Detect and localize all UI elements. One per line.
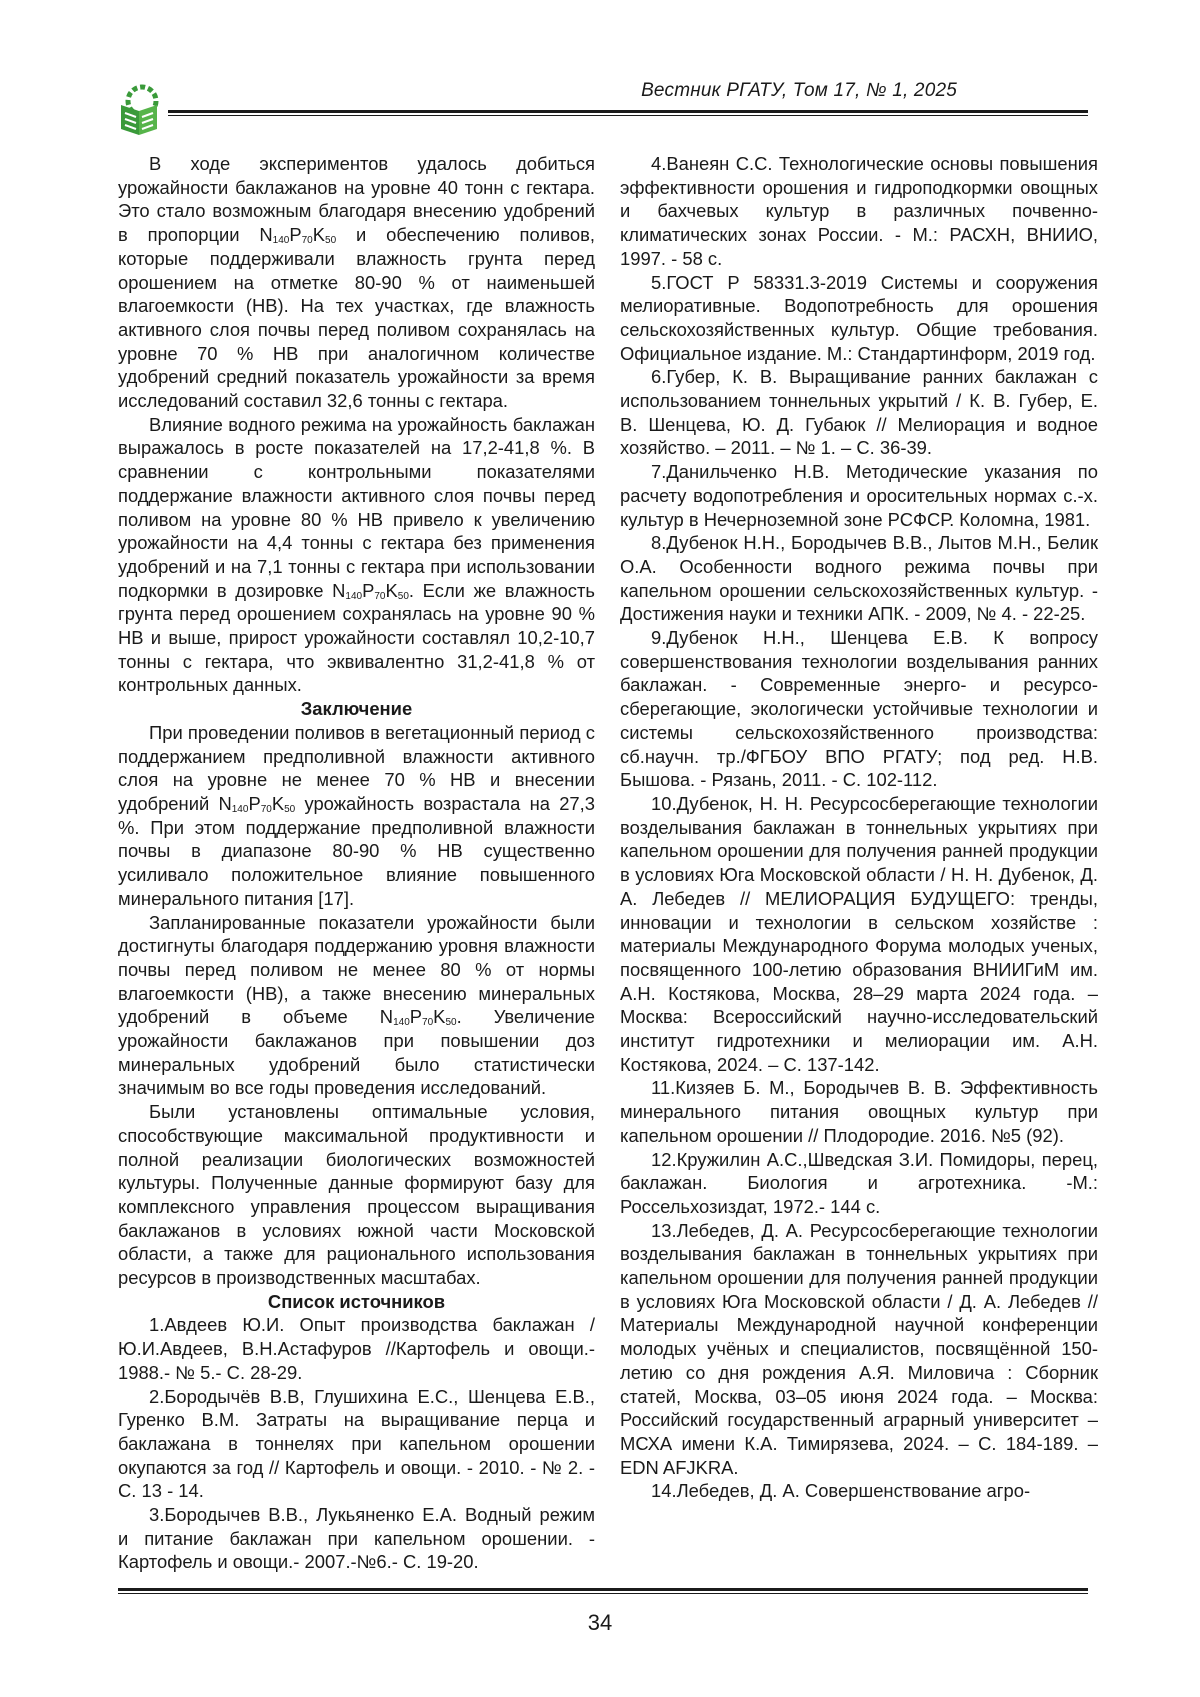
header-rule-thin — [168, 115, 1088, 116]
reference-item: 7.Данильченко Н.В. Методические указания по расчету водопотребления и оросительных нормах с.-х. культур в Нечерноземной зоне РСФСР. Коломна, 1981. — [620, 461, 1098, 530]
header-rule — [168, 110, 1088, 113]
reference-item: 10.Дубенок, Н. Н. Ресурсосберегающие технологии возделывания баклажан в тоннельных укрытиях при капельном орошении для получения ранней продукции в условиях Юга Московской области / Н. Н. Дубенок, Д. А. Лебедев // МЕЛИОРАЦИЯ БУДУЩЕГО: тренды, инновации и технологии в сельском хозяйстве : материалы Международного Форума молодых ученых, посвященного 100-летию образования ВНИИГиМ им. А.Н. Костякова, Москва, 28–29 марта 2024 года. – Москва: Всероссийский научно-исследовательский институт гидротехники и мелиорации им. А.Н. Костякова, 2024. – С. 137-142. — [620, 792, 1098, 1075]
reference-item: 1.Авдеев Ю.И. Опыт производства баклажан / Ю.И.Авдеев, В.Н.Астафуров //Картофель и овощи.- 1988.- № 5.- С. 28-29. — [118, 1314, 595, 1383]
reference-item: 12.Кружилин А.С.,Шведская З.И. Помидоры, перец, баклажан. Биология и агротехника. -М.: Россельхозиздат, 1972.- 144 с. — [620, 1148, 1098, 1217]
reference-item: 14.Лебедев, Д. А. Совершенствование агро- — [651, 1480, 1031, 1502]
paragraph: Влияние водного режима на урожайность баклажан выражалось в росте показателей на 17,2-41,8 %. В сравнении с контрольными показателями поддержание влажности активного слоя почвы перед поливом на уровне 80 % НВ привело к увеличению урожайности на 4,4 тонны с гектара без применения удобрений и на 7,1 тонны с гектара при использовании подкормки в дозировке $N_{140}P_{70}K_{50}$. Если же влажность грунта перед орошением сохранялась на уровне 90 % НВ и выше, прирост урожайности составлял 10,2-10,7 тонны с гектара, что эквивалентно 31,2-41,8 % от контрольных данных. — [118, 413, 595, 696]
paragraph: Запланированные показатели урожайности были достигнуты благодаря поддержанию уровня влажности почвы перед поливом не менее 80 % от нормы влагоемкости (НВ), а также внесению минеральных удобрений в объеме $N_{140}P_{70}K_{50}$. Увеличение урожайности баклажанов при повышении доз минеральных удобрений было статистически значимым во все годы проведения исследований. — [118, 911, 595, 1099]
reference-item: 13.Лебедев, Д. А. Ресурсосберегающие технологии возделывания баклажан в тоннельных укрытиях при капельном орошении для получения ранней продукции в условиях Юга Московской области / Д. А. Лебедев // Материалы Международной научной конференции молодых учёных и специалистов, посвящённой 150-летию со дня рождения А.Я. Миловича : Сборник статей, Москва, 03–05 июня 2024 года. – Москва: Российский государственный аграрный университет – МСХА имени К.А. Тимирязева, 2024. – С. 184-189. – EDN AFJKRA. — [620, 1219, 1098, 1478]
paragraph: Были установлены оптимальные условия, способствующие максимальной продуктивности и полной реализации биологических возможностей культуры. Полученные данные формируют базу для комплексного управления процессом выращивания баклажанов в условиях южной части Московской области, а также для рационального использования ресурсов в производственных масштабах. — [118, 1101, 595, 1289]
footer-rule — [118, 1588, 1088, 1591]
footer-rule-thin — [118, 1593, 1088, 1594]
journal-header: Вестник РГАТУ, Том 17, № 1, 2025 — [641, 80, 957, 101]
right-column — [620, 152, 1098, 1503]
left-column — [118, 152, 595, 1574]
book-gear-logo-icon — [118, 83, 160, 137]
section-heading: Заключение — [300, 698, 413, 720]
paragraph: При проведении поливов в вегетационный период с поддержанием предполивной влажности активного слоя на уровне не менее 70 % НВ и внесении удобрений $N_{140}P_{70}K_{50}$ урожайность возрастала на 27,3 %. При этом поддержание предполивной влажности почвы в диапазоне 80-90 % НВ существенно усиливало положительное влияние повышенного минерального питания [17]. — [118, 721, 595, 909]
references-heading: Список источников — [267, 1290, 446, 1312]
paragraph: В ходе экспериментов удалось добиться урожайности баклажанов на уровне 40 тонн с гектара. Это стало возможным благодаря внесению удобрений в пропорции $N_{140}P_{70}K_{50}$ и обеспечению поливов, которые поддерживали влажность грунта перед орошением на отметке 80-90 % от наименьшей влагоемкости (НВ). На тех участках, где влажность активного слоя почвы перед поливом сохранялась на уровне 70 % НВ при аналогичном количестве удобрений средний показатель урожайности за время исследований составил 32,6 тонны с гектара. — [118, 153, 595, 412]
reference-item: 6.Губер, К. В. Выращивание ранних баклажан с использованием тоннельных укрытий / К. В. Губер, Е. В. Шенцева, Ю. Д. Губаюк // Мелиорация и водное хозяйство. – 2011. – № 1. – С. 36-39. — [620, 366, 1098, 459]
page-number: 34 — [587, 1610, 613, 1635]
reference-item: 11.Кизяев Б. М., Бородычев В. В. Эффективность минерального питания овощных культур при капельном орошении // Плодородие. 2016. №5 (92). — [620, 1077, 1098, 1146]
reference-item: 5.ГОСТ Р 58331.3-2019 Системы и сооружения мелиоративные. Водопотребность для орошения сельскохозяйственных культур. Общие требования. Официальное издание. М.: Стандартинформ, 2019 год. — [620, 271, 1098, 364]
reference-item: 8.Дубенок Н.Н., Бородычев В.В., Лытов М.Н., Белик О.А. Особенности водного режима почвы при капельном орошении сельскохозяйственных культур. - Достижения науки и техники АПК. - 2009, № 4. - 22-25. — [620, 532, 1098, 625]
reference-item: 4.Ванеян С.С. Технологические основы повышения эффективности орошения и гидроподкормки овощных и бахчевых культур в различных почвенно-климатических зонах России. - М.: РАСХН, ВНИИО, 1997. - 58 с. — [620, 153, 1098, 269]
reference-item: 9.Дубенок Н.Н., Шенцева Е.В. К вопросу совершенствования технологии возделывания ранних баклажан. - Современные энерго- и ресурсо-сберегающие, экологически устойчивые технологии и системы сельскохозяйственного производства: сб.научн. тр./ФГБОУ ВПО РГАТУ; под ред. Н.В. Бышова. - Рязань, 2011. - С. 102-112. — [620, 627, 1098, 791]
reference-item: 3.Бородычев В.В., Лукьяненко Е.А. Водный режим и питание баклажан при капельном орошении. - Картофель и овощи.- 2007.-№6.- С. 19-20. — [118, 1504, 595, 1573]
reference-item: 2.Бородычёв В.В, Глушихина Е.С., Шенцева Е.В., Гуренко В.М. Затраты на выращивание перца и баклажана в тоннелях при капельном орошении окупаются за год // Картофель и овощи. - 2010. - № 2. - С. 13 - 14. — [118, 1385, 595, 1502]
